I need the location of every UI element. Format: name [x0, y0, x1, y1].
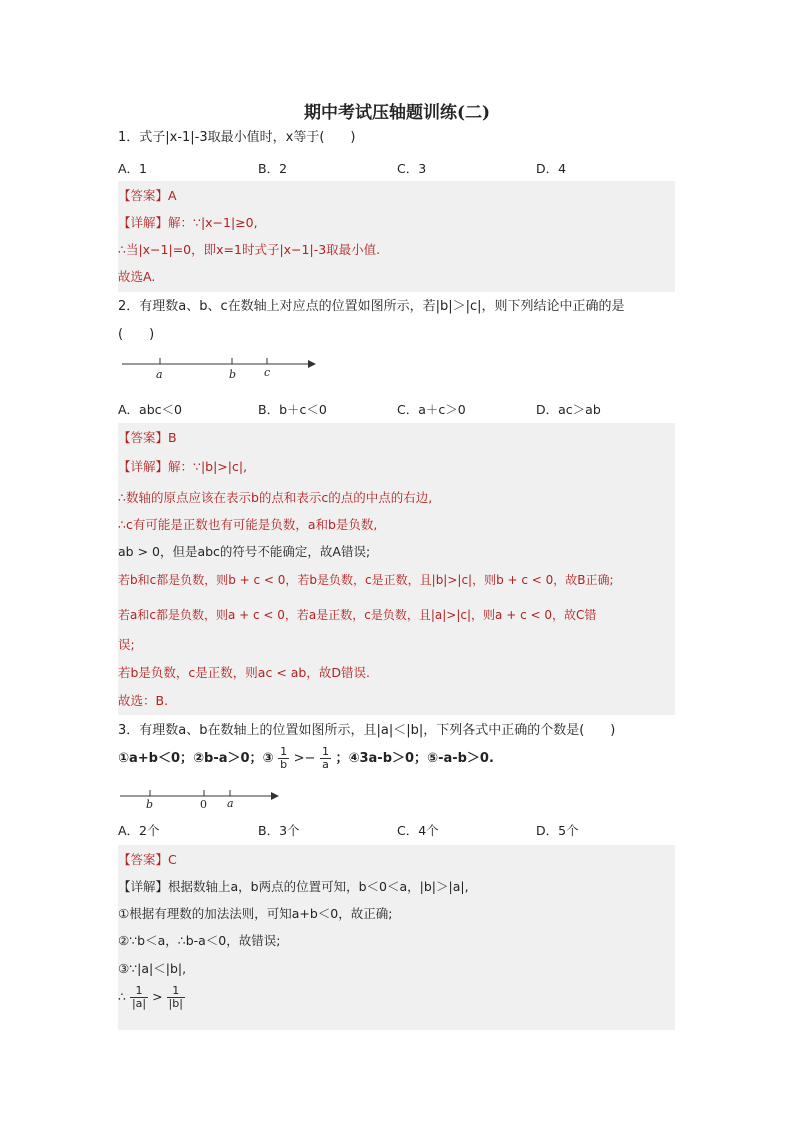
q3-items-part1: ①a+b＜0；②b-a＞0；③ [118, 751, 274, 766]
fraction-numerator: 1 [167, 985, 185, 998]
fraction-denominator: |a| [131, 997, 147, 1010]
q1-detail-line: 故选A. [118, 269, 156, 284]
q2-detail-line: 故选：B. [118, 693, 169, 708]
q2-axis-label-b: b [229, 368, 237, 381]
q2-number-line [118, 350, 328, 384]
fraction-numerator: 1 [280, 745, 288, 758]
fraction-1-over-abs-b [167, 985, 185, 1010]
q1-option-d: D．4 [536, 161, 567, 176]
q3-answer: 【答案】C [118, 852, 177, 867]
q3-detail-line: ①根据有理数的加法法则，可知a+b＜0，故正确; [118, 906, 393, 921]
q3-axis-label-b: b [146, 798, 154, 811]
q1-option-b: B．2 [258, 161, 288, 176]
q2-detail-line: 误; [118, 637, 135, 652]
axis-arrow [271, 792, 279, 800]
q3-option-a: A．2个 [118, 823, 160, 838]
q3-detail-fraction-line [118, 985, 185, 1010]
q2-stem: 2．有理数a、b、c在数轴上对应点的位置如图所示，若|b|＞|c|，则下列结论中正确的是 [118, 299, 625, 314]
q1-answer: 【答案】A [118, 188, 177, 203]
q2-detail-line: ∴c有可能是正数也有可能是负数，a和b是负数, [118, 517, 378, 532]
q3-detail-line: ③∵|a|＜|b|, [118, 961, 187, 976]
q2-option-c: C．a＋c＞0 [397, 402, 466, 417]
q1-option-a: A．1 [118, 161, 148, 176]
q2-detail-line: 若a和c都是负数，则a + c < 0，若a是正数，c是负数，且|a|>|c|，则a + c < 0，故C错 [118, 608, 597, 622]
q3-axis-label-zero: 0 [200, 798, 207, 811]
q3-items [118, 746, 494, 771]
q1-detail-line: 【详解】解：∵|x−1|≥0, [118, 215, 258, 230]
q2-detail-line: 若b是负数，c是正数，则ac < ab，故D错误. [118, 665, 370, 680]
q2-detail-line: 【详解】解：∵|b|>|c|, [118, 459, 248, 474]
q3-greater-neg: >− [293, 751, 316, 766]
q2-answer: 【答案】B [118, 430, 177, 445]
q1-option-c: C．3 [397, 161, 427, 176]
q1-answer-box [118, 181, 675, 292]
fraction-denominator: b [280, 758, 288, 771]
q3-option-d: D．5个 [536, 823, 579, 838]
q2-stem-paren: ( ) [118, 327, 155, 342]
q3-detail-line: 【详解】根据数轴上a，b两点的位置可知，b＜0＜a，|b|＞|a|, [118, 879, 469, 894]
page-title: 期中考试压轴题训练(二) [303, 103, 491, 123]
q1-stem: 1．式子|x-1|-3取最小值时，x等于( ) [118, 130, 356, 145]
therefore-symbol: ∴ [118, 989, 126, 1004]
q2-axis-label-a: a [156, 368, 163, 381]
q3-option-c: C．4个 [397, 823, 439, 838]
q3-fraction-1-over-b [278, 746, 289, 771]
q3-option-b: B．3个 [258, 823, 300, 838]
fraction-denominator: |b| [168, 997, 183, 1010]
q3-stem: 3．有理数a、b在数轴上的位置如图所示，且|a|＜|b|，下列各式中正确的个数是( ) [118, 723, 616, 738]
q2-option-b: B．b＋c＜0 [258, 402, 327, 417]
fraction-denominator: a [322, 758, 329, 771]
q2-detail-line: ∴数轴的原点应该在表示b的点和表示c的点的中点的右边, [118, 490, 433, 505]
fraction-numerator: 1 [130, 985, 148, 998]
fraction-1-over-abs-a [130, 985, 148, 1010]
q2-option-a: A．abc＜0 [118, 402, 182, 417]
axis-arrow [308, 360, 316, 368]
q3-axis-label-a: a [227, 797, 234, 810]
q3-fraction-1-over-a [320, 746, 331, 771]
q3-detail-line: ②∵b＜a，∴b-a＜0，故错误; [118, 933, 281, 948]
q2-axis-label-c: c [264, 366, 271, 379]
q2-detail-line: 若b和c都是负数，则b + c < 0，若b是负数，c是正数，且|b|>|c|，则b + c < 0，故B正确; [118, 573, 614, 587]
fraction-numerator: 1 [321, 745, 329, 758]
q3-items-part2: ；④3a-b＞0；⑤-a-b＞0. [335, 751, 494, 766]
q1-detail-line: ∴当|x−1|=0，即x=1时式子|x−1|-3取最小值. [118, 242, 381, 257]
greater-than-symbol: > [152, 989, 163, 1004]
q2-detail-line: ab > 0，但是abc的符号不能确定，故A错误; [118, 544, 371, 559]
q2-option-d: D．ac＞ab [536, 402, 601, 417]
